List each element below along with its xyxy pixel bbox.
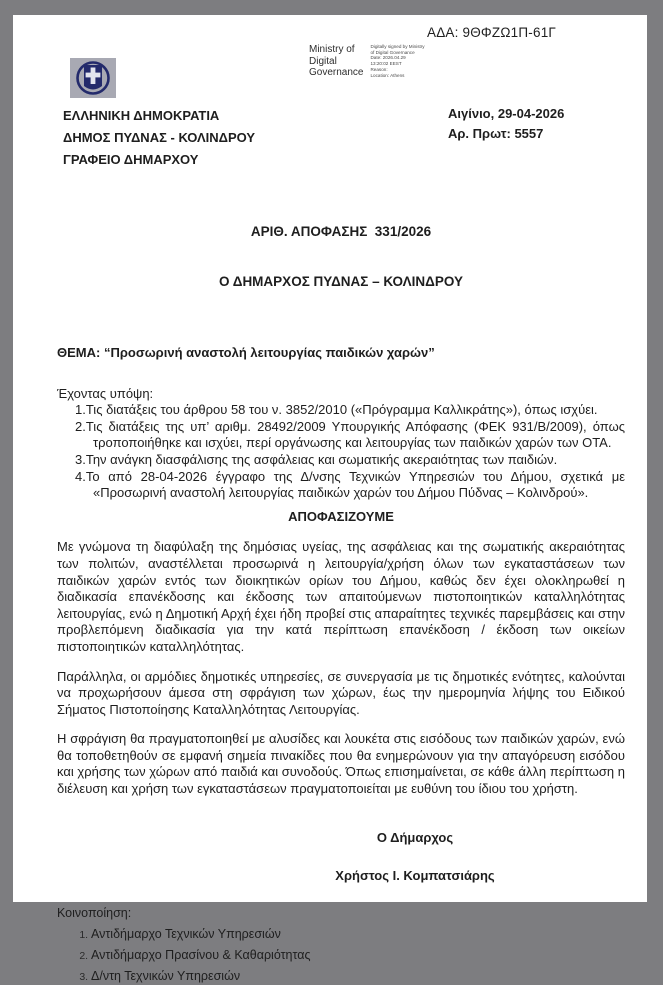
digital-signature-stamp	[309, 44, 432, 79]
place-date: Αιγίνιο, 29-04-2026	[448, 106, 565, 121]
date-protocol-block	[448, 104, 564, 144]
notification-item: 3. Δ/ντη Τεχνικών Υπηρεσιών	[91, 968, 625, 984]
ada-code: ΑΔΑ: 9ΘΦΖΩ1Π-61Γ	[427, 25, 557, 40]
letterhead-republic: ΕΛΛΗΝΙΚΗ ΔΗΜΟΚΡΑΤΙΑ	[63, 108, 220, 123]
protocol-number: Αρ. Πρωτ: 5557	[448, 126, 544, 141]
document-page	[13, 15, 647, 984]
stamp-ministry-text: Ministry of Digital Governance	[309, 44, 364, 78]
consideration-item: 4.Το από 28-04-2026 έγγραφο της Δ/νσης Τεχνικών Υπηρεσιών του Δήμου, σχετικά με «Προσωρινή αναστολή λειτουργίας παιδικών χαρών του Δήμου Πύδνας – Κολινδρού».	[75, 468, 625, 501]
consideration-item: 2.Τις διατάξεις της υπ’ αριθμ. 28492/2009 Υπουργικής Απόφασης (ΦΕΚ 931/Β/2009), όπως τροποποιήθηκε και ισχύει, περί οργάνωσης και λειτουργίας των παιδικών χαρών των ΟΤΑ.	[75, 418, 625, 451]
decision-title	[57, 191, 625, 323]
notification-list	[57, 926, 625, 984]
greek-coat-of-arms-icon	[70, 58, 116, 98]
signature-block	[265, 830, 565, 885]
subject-line: ΘΕΜΑ: “Προσωρινή αναστολή λειτουργίας παιδικών χαρών”	[57, 345, 435, 360]
letterhead-office: ΓΡΑΦΕΙΟ ΔΗΜΑΡΧΟΥ	[63, 152, 199, 167]
consideration-item: 1.Τις διατάξεις του άρθρου 58 του ν. 3852/2010 («Πρόγραμμα Καλλικράτης»), όπως ισχύει.	[75, 402, 598, 418]
signature-name: Χρήστος Ι. Κομπατσιάρης	[335, 868, 495, 884]
consideration-item: 3.Την ανάγκη διασφάλισης της ασφάλειας και σωματικής ακεραιότητας των παιδιών.	[75, 451, 558, 467]
notification-label: Κοινοποίηση:	[57, 905, 132, 920]
notification-item: 1. Αντιδήμαρχο Τεχνικών Υπηρεσιών	[91, 926, 625, 942]
decision-number: ΑΡΙΘ. ΑΠΟΦΑΣΗΣ 331/2026	[250, 224, 432, 239]
document-body	[57, 187, 625, 984]
decision-paragraph: Παράλληλα, οι αρμόδιες δημοτικές υπηρεσίες, σε συνεργασία με τις δημοτικές ενότητες, καλούνται να προχωρήσουν άμεσα στη σφράγιση των χώρων, έως την ημερομηνία λήψης του Ειδικού Σήματος Πιστοποίησης Καταλληλότητας Λειτουργίας.	[57, 668, 625, 717]
signature-role: Ο Δήμαρχος	[376, 829, 454, 845]
letterhead-lines	[63, 105, 255, 171]
decision-authority: Ο ΔΗΜΑΡΧΟΣ ΠΥΔΝΑΣ – ΚΟΛΙΝΔΡΟΥ	[218, 273, 463, 289]
letterhead-municipality: ΔΗΜΟΣ ΠΥΔΝΑΣ - ΚΟΛΙΝΔΡΟΥ	[63, 130, 256, 145]
decision-heading: ΑΠΟΦΑΣΙΖΟΥΜΕ	[288, 508, 394, 524]
decision-paragraph: Με γνώμονα τη διαφύλαξη της δημόσιας υγείας, της ασφάλειας και της σωματικής ακεραιότητας των πολιτών, αναστέλλεται προσωρινά η λειτουργία/χρήση όλων των εγκαταστάσεων των παιδικών χαρών εντός των διοικητικών ορίων του Δήμου, καθώς δεν έχει ολοκληρωθεί η διαδικασία επανέκδοσης και έκδοσης των απαιτούμενων πιστοποιητικών καταλληλότητας λειτουργίας, ενώ η Δημοτική Αρχή έχει ήδη προβεί στις απαραίτητες τεχνικές παρεμβάσεις και στην προβλεπόμενη διαδικασία για την κατά περίπτωση επανέκδοση / έκδοση των οικείων πιστοποιητικών καταλληλότητας.	[57, 539, 625, 654]
decision-paragraph: Η σφράγιση θα πραγματοποιηθεί με αλυσίδες και λουκέτα στις εισόδους των παιδικών χαρών, ενώ θα τοποθετηθούν σε εμφανή σημεία πινακίδες που θα ενημερώνουν για την απαγόρευση εισόδου και χρήσης των χώρων από παιδιά και συνοδούς. Όπως επισημαίνεται, σε κάθε άλλη περίπτωση η διέλευση και χρήση των εγκαταστάσεων πραγματοποιείται με ευθύνη του ίδιου του χρήστη.	[57, 731, 625, 797]
stamp-details-text: Digitally signed by Ministry of Digital Governance Date: 2026.04.29 13:20:02 EEST Reason: Location: Athens	[370, 44, 425, 78]
notification-block	[57, 905, 625, 985]
letterhead	[57, 58, 255, 171]
notification-item: 2. Αντιδήμαρχο Πρασίνου & Καθαριότητας	[91, 947, 625, 963]
preamble-label: Έχοντας υπόψη:	[57, 385, 154, 401]
considerations-list	[57, 402, 625, 502]
